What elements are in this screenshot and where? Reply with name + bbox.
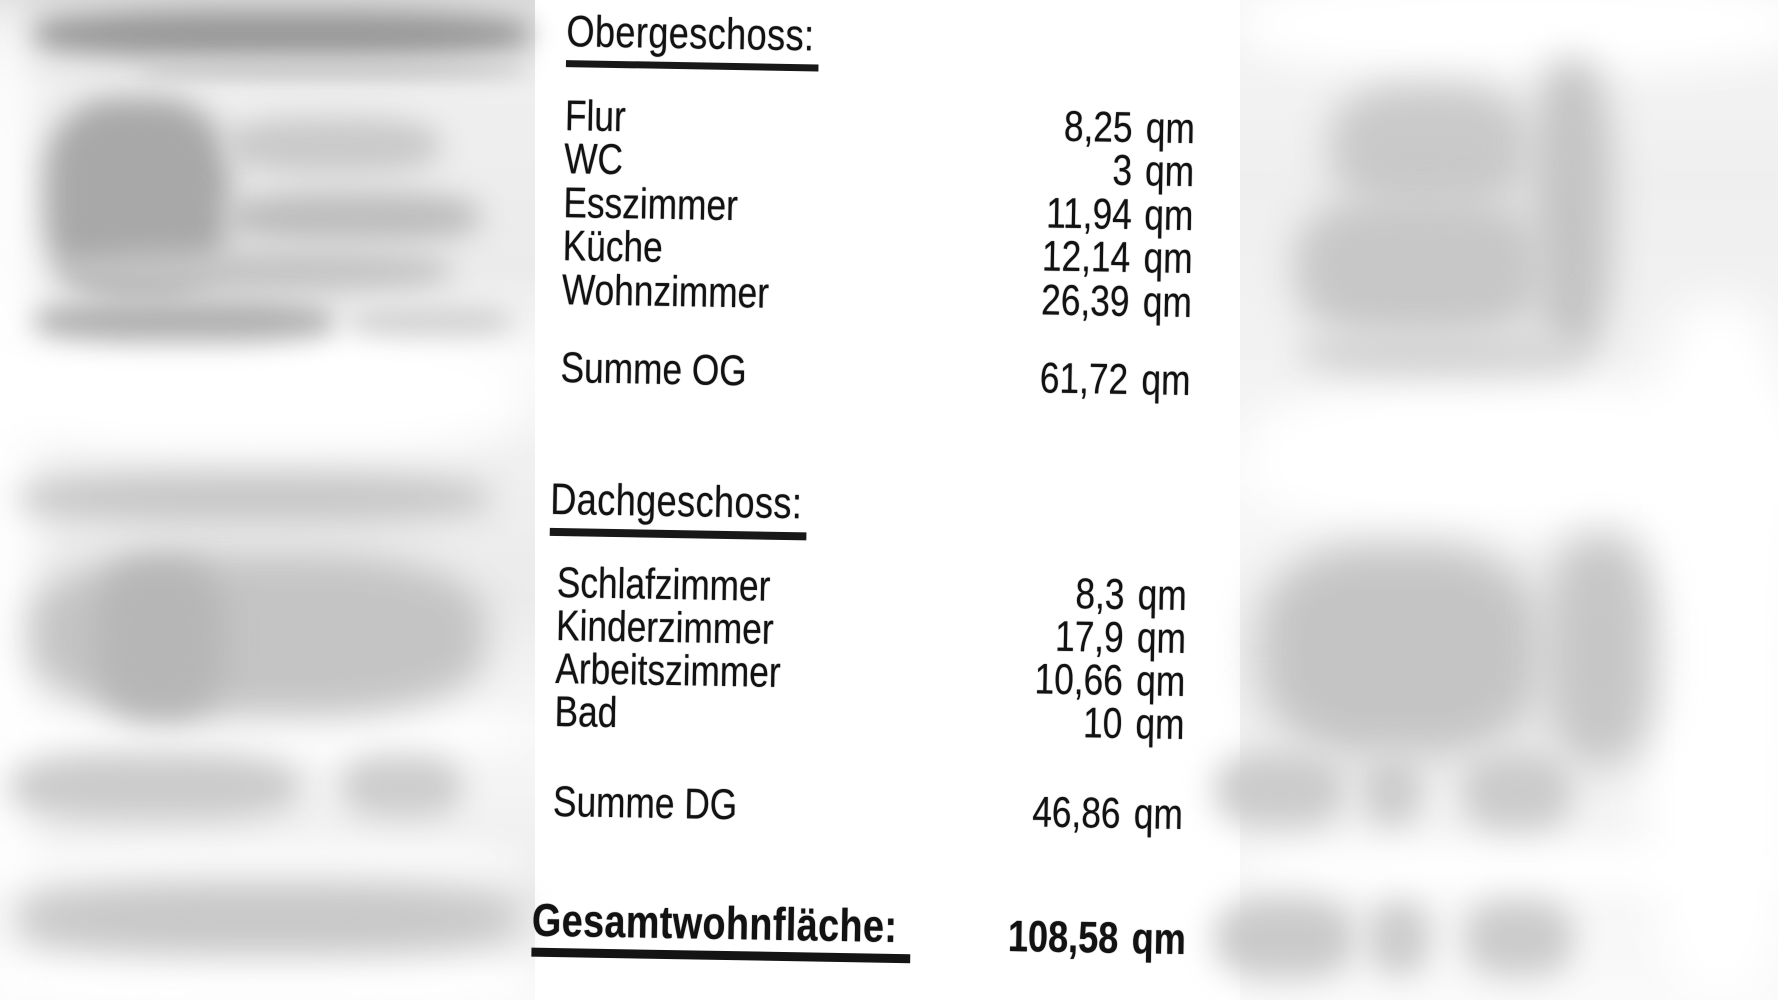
total-label: Summe OG bbox=[560, 344, 748, 396]
total-area bbox=[1021, 354, 1192, 406]
area-number: 8,25 bbox=[1063, 102, 1134, 153]
area-number: 8,3 bbox=[1075, 570, 1126, 619]
area-unit: qm bbox=[1131, 914, 1187, 965]
area-unit: qm bbox=[1142, 278, 1193, 328]
area-unit: qm bbox=[1141, 356, 1191, 406]
room-area bbox=[1049, 102, 1196, 154]
area-number: 61,72 bbox=[1039, 354, 1129, 404]
area-number: 10,66 bbox=[1034, 655, 1124, 705]
room-label: WC bbox=[563, 135, 624, 185]
room-area bbox=[1022, 276, 1193, 328]
area-number: 26,39 bbox=[1041, 276, 1131, 326]
area-unit: qm bbox=[1136, 614, 1187, 664]
area-unit: qm bbox=[1135, 657, 1186, 707]
section-total-row bbox=[560, 344, 1192, 406]
area-number: 17,9 bbox=[1054, 612, 1125, 662]
room-label: Wohnzimmer bbox=[561, 266, 770, 318]
section-total-row bbox=[552, 777, 1185, 839]
room-row bbox=[554, 688, 1186, 749]
room-label: Flur bbox=[564, 92, 627, 142]
grand-total-area bbox=[984, 911, 1187, 965]
room-area bbox=[1108, 146, 1196, 197]
area-number: 10 bbox=[1082, 699, 1123, 748]
area-unit: qm bbox=[1145, 104, 1196, 154]
area-number: 3 bbox=[1112, 146, 1133, 195]
room-area bbox=[1040, 612, 1187, 664]
room-area bbox=[1023, 232, 1194, 284]
section-heading-dachgeschoss: Dachgeschoss: bbox=[550, 474, 808, 540]
area-unit: qm bbox=[1135, 700, 1185, 749]
grand-total-label: Gesamtwohnfläche: bbox=[531, 897, 910, 964]
room-label: Küche bbox=[562, 222, 664, 272]
total-label: Summe DG bbox=[552, 777, 738, 830]
room-label: Schlafzimmer bbox=[556, 559, 771, 611]
area-unit: qm bbox=[1143, 234, 1194, 284]
area-number: 11,94 bbox=[1045, 189, 1132, 239]
room-area bbox=[1027, 189, 1195, 241]
room-area bbox=[1074, 699, 1186, 749]
room-label: Arbeitszimmer bbox=[554, 645, 782, 697]
room-area bbox=[1065, 570, 1189, 621]
section-heading-obergeschoss: Obergeschoss: bbox=[566, 6, 820, 71]
area-unit: qm bbox=[1144, 147, 1195, 197]
room-label: Esszimmer bbox=[563, 179, 739, 231]
room-area bbox=[1015, 655, 1186, 707]
area-unit: qm bbox=[1143, 191, 1194, 241]
room-row bbox=[561, 266, 1194, 328]
room-label: Kinderzimmer bbox=[555, 602, 774, 654]
area-unit: qm bbox=[1133, 790, 1184, 839]
area-number: 46,86 bbox=[1032, 788, 1122, 838]
grand-total-row bbox=[531, 893, 1187, 968]
area-number: 108,58 bbox=[1007, 911, 1120, 963]
area-unit: qm bbox=[1137, 571, 1188, 621]
total-area bbox=[1013, 788, 1184, 839]
area-number: 12,14 bbox=[1041, 232, 1132, 282]
room-label: Bad bbox=[554, 688, 618, 738]
